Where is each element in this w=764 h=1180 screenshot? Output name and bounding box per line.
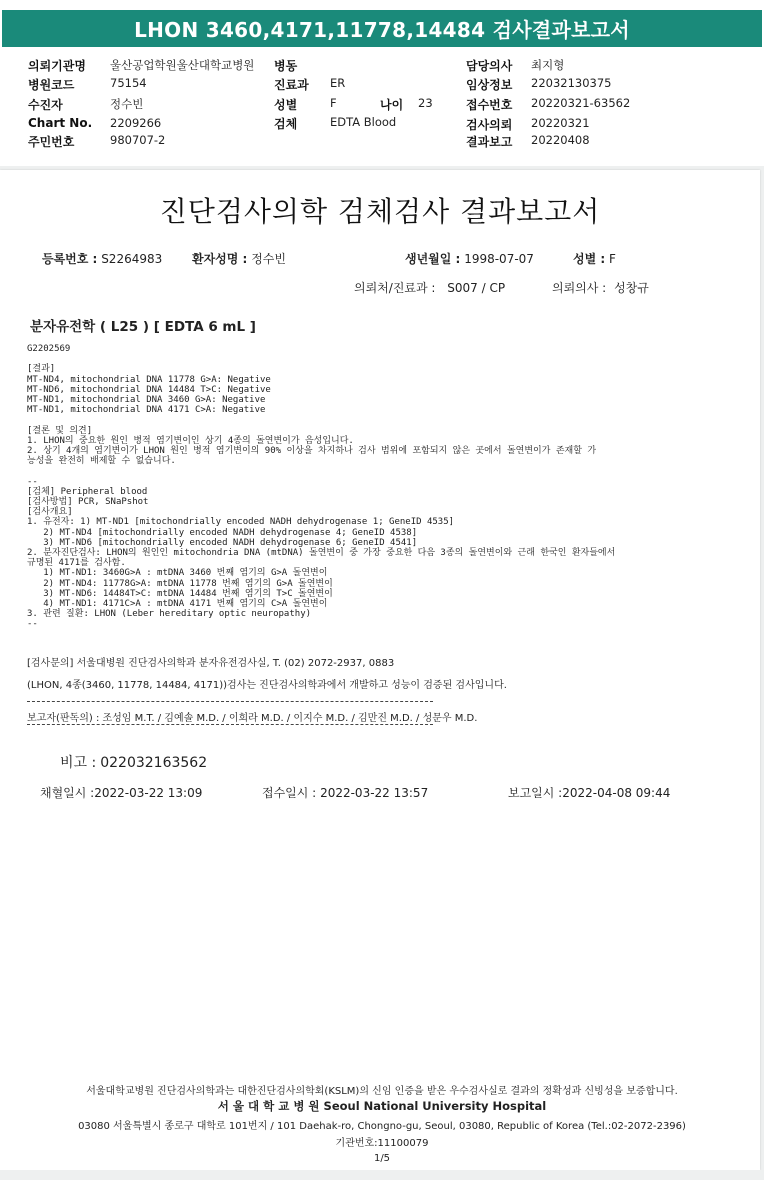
specimen-value: EDTA Blood [330,115,397,129]
collection-value: 2022-03-22 13:09 [94,786,203,800]
report-doctor-label: 의뢰의사 : [552,281,607,295]
report-time [508,784,670,801]
resident-no-value: 980707-2 [110,133,166,147]
specimen-label: 검체 [274,117,298,131]
sex-label: 성별 [274,98,298,112]
patient-label: 수진자 [28,98,63,112]
page-gap [0,1170,764,1180]
chart-no-value: 2209266 [110,116,162,130]
dob-value: 1998-07-07 [464,252,534,266]
dob-info [405,250,534,267]
hospital-name: 서 울 대 학 교 병 원 Seoul National University Hospital [217,1099,547,1113]
report-title-bar [2,10,762,47]
report-time-label: 보고일시 : [508,786,563,800]
report-doctor-value: 성창규 [614,281,649,295]
collection-label: 채혈일시 : [40,786,95,800]
chart-no-label: Chart No. [28,116,93,130]
hospital-address: 03080 서울특별시 종로구 대학로 101번지 / 101 Daehak-ro, Chongno-gu, Seoul, 03080, Republic of Korea (Tel.:02-2072-2396) [78,1121,686,1132]
attending-doctor-label: 담당의사 [466,59,513,73]
patient-info [192,250,286,267]
receipt-value: 2022-03-22 13:57 [320,786,429,800]
ward-label: 병동 [274,59,298,73]
department-label: 진료과 [274,78,309,92]
report-title: LHON 3460,4171,11778,14484 검사결과보고서 [134,18,630,42]
request-date-value: 20220321 [531,116,590,130]
document-title: 진단검사의학 검체검사 결과보고서 [159,195,601,228]
patient-name-label: 환자성명 : [192,252,248,266]
registration-info [42,250,162,267]
requesting-institution-label: 의뢰기관명 [28,59,86,73]
clinical-info-label: 임상정보 [466,78,513,92]
remark-label: 비고 : [60,755,97,771]
inquiry-line: [검사문의] 서울대병원 진단검사의학과 분자유전검사실, T. (02) 2072-2937, 0883 [27,658,395,669]
report-time-value: 2022-04-08 09:44 [562,786,671,800]
remark [60,752,207,772]
divider-bottom [27,724,433,725]
registration-no: S2264983 [101,252,163,266]
sex-info [573,250,616,267]
sex-value: F [330,96,337,110]
receipt-time [262,784,428,801]
hospital-code-label: 병원코드 [28,78,75,92]
receipt-no-value: 20220321-63562 [531,96,631,110]
section-heading: 분자유전학 ( L25 ) [ EDTA 6 mL ] [30,319,256,335]
patient-name: 정수빈 [251,252,286,266]
receipt-label: 접수일시 : [262,786,317,800]
receipt-no-label: 접수번호 [466,98,513,112]
divider-top [27,701,433,702]
report-dept-label: 의뢰처/진료과 : [354,281,436,295]
remark-value: 022032163562 [100,755,208,771]
department-value: ER [330,76,346,90]
age-label: 나이 [380,98,404,112]
report-sex-value: F [609,252,616,266]
certification-note: 서울대학교병원 진단검사의학과는 대한진단검사의학회(KSLM)의 신임 인증을 받은 우수검사실로 결과의 정확성과 신빙성을 보증합니다. [86,1086,678,1097]
reporters-line: 보고자(판독의) : 조성임 M.T. / 김예솔 M.D. / 이희라 M.D. / 이지수 M.D. / 김만진 M.D. / 성문우 M.D. [27,713,478,724]
department-info [354,279,505,296]
hospital-code-value: 75154 [110,76,147,90]
result-date-value: 20220408 [531,133,590,147]
resident-no-label: 주민번호 [28,135,75,149]
report-dept-value: S007 / CP [447,281,506,295]
dob-label: 생년월일 : [405,252,461,266]
doctor-info [552,279,649,296]
requesting-institution-value: 울산공업학원울산대학교병원 [110,58,255,72]
institution-number: 기관번호:11100079 [335,1138,429,1149]
patient-value: 정수빈 [110,97,144,111]
request-date-label: 검사의뢰 [466,118,513,132]
attending-doctor-value: 최지형 [531,58,565,72]
age-value: 23 [418,96,433,110]
report-sex-label: 성별 : [573,252,606,266]
registration-label: 등록번호 : [42,252,98,266]
clinical-info-value: 22032130375 [531,76,612,90]
page-number: 1/5 [373,1153,391,1164]
collection-time [40,784,202,801]
result-text-block: G2202569 [결과] MT-ND4, mitochondrial DNA 11778 G>A: Negative MT-ND6, mitochondrial DNA 14484 T>C: Negative MT-ND1, mitochondrial DNA 3460 G>A: Negative MT-ND1, mitochondrial DNA 4171 C>A: Negative [결론 및 의견] 1. LHON의 중요한 원인 병적 염기변이인 상기 4종의 돌연변이가 음성입니다. 2. 상기 4개의 염기변이가 LHON 원인 병적 염기변이의 90% 이상을 차지하나 검사 범위에 포함되지 않은 곳에서 돌연변이가 존재할 가 능성을 완전히 배제할 수 없습니다. -- [검체] Peripheral blood [검사방법] PCR, SNaPshot [검사개요] 1. 유전자: 1) MT-ND1 [mitochondrially encoded NADH dehydrogenase 1; GeneID 4535] 2) MT-ND4 [mitochondrially encoded NADH dehydrogenase 4; GeneID 4538] 3) MT-ND6 [mitochondrially encoded NADH dehydrogenase 6; GeneID 4541] 2. 분자진단검사: LHON의 원인인 mitochondria DNA (mtDNA) 돌연변이 중 가장 중요한 다음 3종의 돌연변이와 근래 한국인 환자들에서 규명된 4171를 검사함. 1) MT-ND1: 3460G>A : mtDNA 3460 번째 염기의 G>A 돌연변이 2) MT-ND4: 11778G>A: mtDNA 11778 번째 염기의 G>A 돌연변이 3) MT-ND6: 14484T>C: mtDNA 14484 번째 염기의 T>C 돌연변이 4) MT-ND1: 4171C>A : mtDNA 4171 번째 염기의 C>A 돌연변이 3. 관련 질환: LHON (Leber hereditary optic neuropathy) -- [27,344,616,630]
validation-line: (LHON, 4종(3460, 11778, 14484, 4171))검사는 진단검사의학과에서 개발하고 성능이 검증된 검사입니다. [27,680,507,691]
result-date-label: 결과보고 [466,135,513,149]
